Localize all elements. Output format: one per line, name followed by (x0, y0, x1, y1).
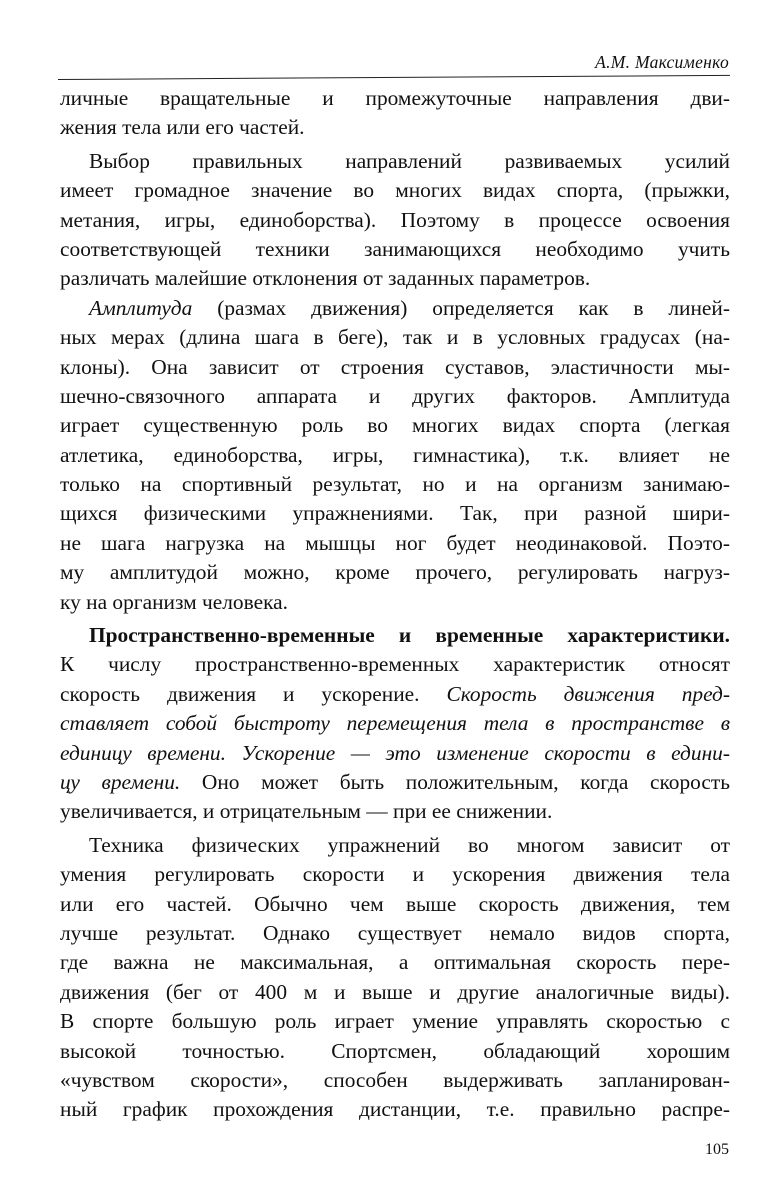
text-line (60, 1037, 730, 1066)
text-segment: различать малейшие отклонения от заданных параметров. (60, 266, 591, 291)
text-line (60, 264, 730, 293)
text-line (60, 441, 730, 470)
text-segment: скорость движения и ускорение. (60, 681, 447, 706)
body-text (60, 84, 730, 1125)
text-line (60, 1007, 730, 1036)
italic-text: Скорость движения пред- (446, 681, 730, 706)
text-line (60, 499, 730, 528)
text-segment: В спорте большую роль играет умение управлять скоростью с (60, 1009, 730, 1034)
text-segment: ку на организм человека. (60, 589, 289, 614)
header-rule (58, 75, 730, 80)
italic-text: единицу времени. Ускорение — это изменение скорости в едини- (60, 740, 730, 765)
text-line (60, 382, 730, 411)
text-segment: жения тела или его частей. (60, 115, 305, 140)
text-segment: имеет громадное значение во многих видах спорта, (прыжки, (60, 178, 730, 203)
text-line (60, 113, 730, 142)
bold-heading-text: Пространственно-временные и временные характеристики. (89, 623, 730, 648)
text-segment: личные вращательные и промежуточные направления дви- (60, 86, 730, 110)
text-line (60, 709, 730, 738)
text-line (60, 797, 730, 826)
page-number: 105 (705, 1141, 729, 1158)
text-line (60, 978, 730, 1007)
text-line (60, 470, 730, 499)
text-segment: где важна не максимальная, а оптимальная скорость пере- (60, 950, 730, 975)
text-line (60, 919, 730, 948)
running-header-author: А.М. Максименко (595, 52, 729, 72)
text-line (60, 294, 730, 323)
text-line (60, 680, 730, 709)
text-line (60, 411, 730, 440)
text-line (60, 948, 730, 977)
text-segment: не шага нагрузка на мышцы ног будет неодинаковой. Поэто- (60, 530, 730, 555)
text-line (60, 890, 730, 919)
text-line (60, 588, 730, 617)
text-segment: играет существенную роль во многих видах спорта (легкая (60, 413, 730, 438)
text-segment: высокой точностью. Спортсмен, обладающий хорошим (60, 1038, 730, 1063)
text-segment: или его частей. Обычно чем выше скорость движения, тем (60, 891, 730, 916)
text-segment: увеличивается, и отрицательным — при ее снижении. (60, 799, 553, 824)
text-line (60, 1095, 730, 1124)
text-segment: К числу пространственно-временных характеристик относят (60, 652, 730, 677)
text-line (60, 206, 730, 235)
text-segment: Выбор правильных направлений развиваемых усилий (89, 148, 730, 173)
text-line (60, 147, 730, 176)
text-line (60, 529, 730, 558)
text-segment: умения регулировать скорости и ускорения движения тела (60, 862, 730, 887)
italic-text: ставляет собой быстроту перемещения тела в пространстве в (60, 711, 730, 736)
text-segment: атлетика, единоборства, игры, гимнастика), т.к. влияет не (60, 442, 730, 467)
italic-text: цу времени. (60, 769, 181, 794)
text-line (60, 84, 730, 113)
text-segment: движения (бег от 400 м и выше и другие аналогичные виды). (60, 979, 730, 1004)
text-line (60, 176, 730, 205)
text-line (60, 558, 730, 587)
text-segment: только на спортивный результат, но и на организм занимаю- (60, 472, 730, 497)
text-segment: шечно-связочного аппарата и других факторов. Амплитуда (60, 383, 730, 408)
text-line (60, 831, 730, 860)
text-line (60, 323, 730, 352)
text-line (60, 768, 730, 797)
text-segment: ный график прохождения дистанции, т.е. правильно распре- (60, 1097, 730, 1122)
text-line (60, 621, 730, 650)
text-segment: «чувством скорости», способен выдерживать запланирован- (60, 1067, 730, 1092)
text-line (60, 353, 730, 382)
text-segment: Техника физических упражнений во многом зависит от (89, 832, 730, 857)
text-line (60, 1066, 730, 1095)
text-segment: соответствующей техники занимающихся необходимо учить (60, 236, 730, 261)
text-line (60, 739, 730, 768)
text-segment: лучше результат. Однако существует немало видов спорта, (60, 920, 730, 945)
text-segment: му амплитудой можно, кроме прочего, регулировать нагруз- (60, 560, 730, 585)
text-segment: щихся физическими упражнениями. Так, при разной шири- (60, 501, 730, 526)
text-line (60, 235, 730, 264)
text-segment: (размах движения) определяется как в линей- (192, 295, 730, 320)
text-segment: Оно может быть положительным, когда скорость (180, 769, 731, 794)
text-segment: метания, игры, единоборства). Поэтому в процессе освоения (60, 207, 730, 232)
text-segment: клоны). Она зависит от строения суставов, эластичности мы- (60, 354, 730, 379)
text-line (60, 650, 730, 679)
italic-text: Амплитуда (89, 295, 193, 320)
text-segment: ных мерах (длина шага в беге), так и в условных градусах (на- (60, 325, 730, 350)
text-line (60, 860, 730, 889)
